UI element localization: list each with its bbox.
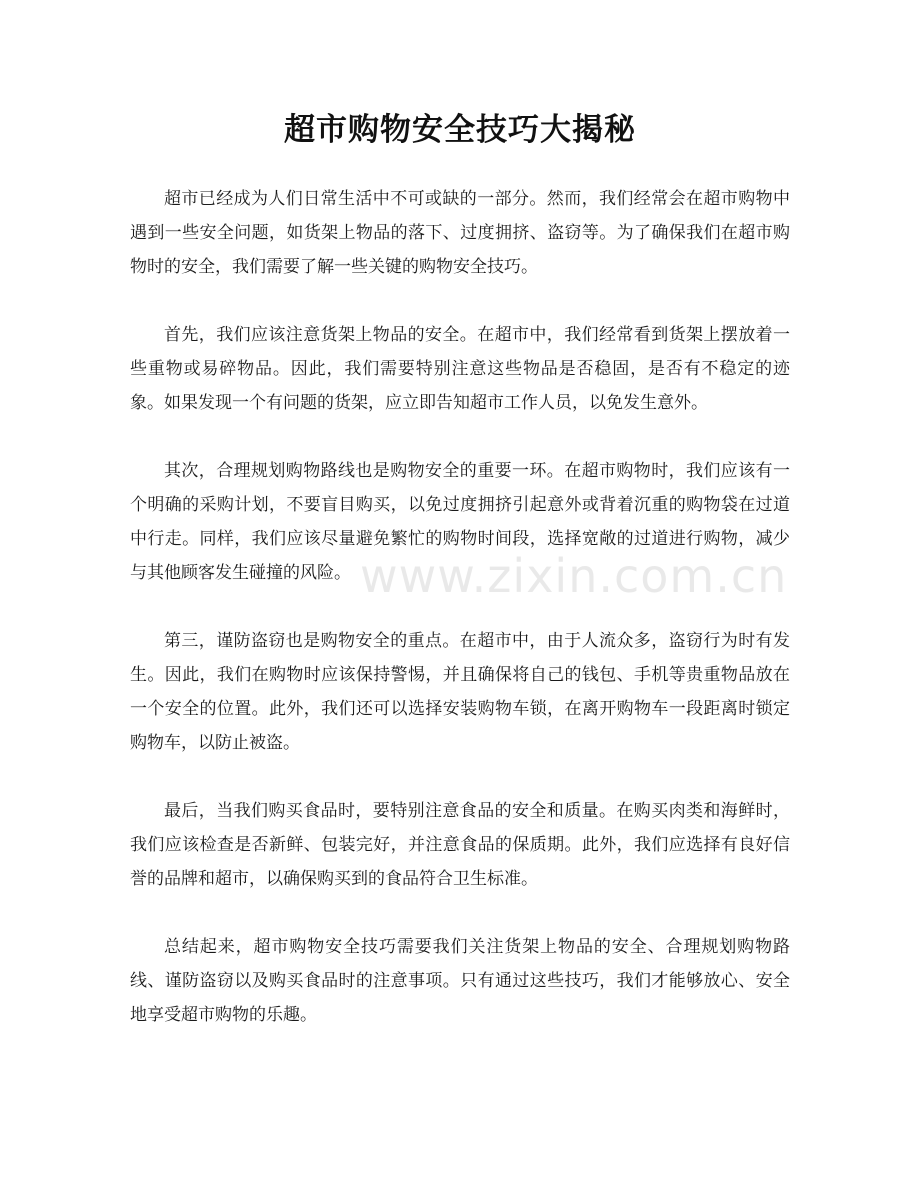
document-body xyxy=(130,182,790,1066)
watermark: www.zixin.com.cn xyxy=(360,549,788,603)
paragraph-food-safety: 最后，当我们购买食品时，要特别注意食品的安全和质量。在购买肉类和海鲜时，我们应该检查是否新鲜、包装完好，并注意食品的保质期。此外，我们应选择有良好信誉的品牌和超市，以确保购买到的食品符合卫生标准。 xyxy=(130,801,790,889)
document-title: 超市购物安全技巧大揭秘 xyxy=(284,112,636,148)
paragraph-route-planning: 其次，合理规划购物路线也是购物安全的重要一环。在超市购物时，我们应该有一个明确的采购计划，不要盲目购买，以免过度拥挤引起意外或背着沉重的购物袋在过道中行走。同样，我们应该尽量避免繁忙的购物时间段，选择宽敞的过道进行购物，减少与其他顾客发生碰撞的风险。 xyxy=(130,461,790,583)
paragraph-shelf-safety: 首先，我们应该注意货架上物品的安全。在超市中，我们经常看到货架上摆放着一些重物或易碎物品。因此，我们需要特别注意这些物品是否稳固，是否有不稳定的迹象。如果发现一个有问题的货架，应立即告知超市工作人员，以免发生意外。 xyxy=(130,325,790,413)
paragraph-summary: 总结起来，超市购物安全技巧需要我们关注货架上物品的安全、合理规划购物路线、谨防盗窃以及购买食品时的注意事项。只有通过这些技巧，我们才能够放心、安全地享受超市购物的乐趣。 xyxy=(130,937,790,1025)
paragraph-intro: 超市已经成为人们日常生活中不可或缺的一部分。然而，我们经常会在超市购物中遇到一些安全问题，如货架上物品的落下、过度拥挤、盗窃等。为了确保我们在超市购物时的安全，我们需要了解一些关键的购物安全技巧。 xyxy=(130,189,790,277)
paragraph-theft-prevention: 第三，谨防盗窃也是购物安全的重点。在超市中，由于人流众多，盗窃行为时有发生。因此，我们在购物时应该保持警惕，并且确保将自己的钱包、手机等贵重物品放在一个安全的位置。此外，我们还可以选择安装购物车锁，在离开购物车一段距离时锁定购物车，以防止被盗。 xyxy=(130,631,790,753)
